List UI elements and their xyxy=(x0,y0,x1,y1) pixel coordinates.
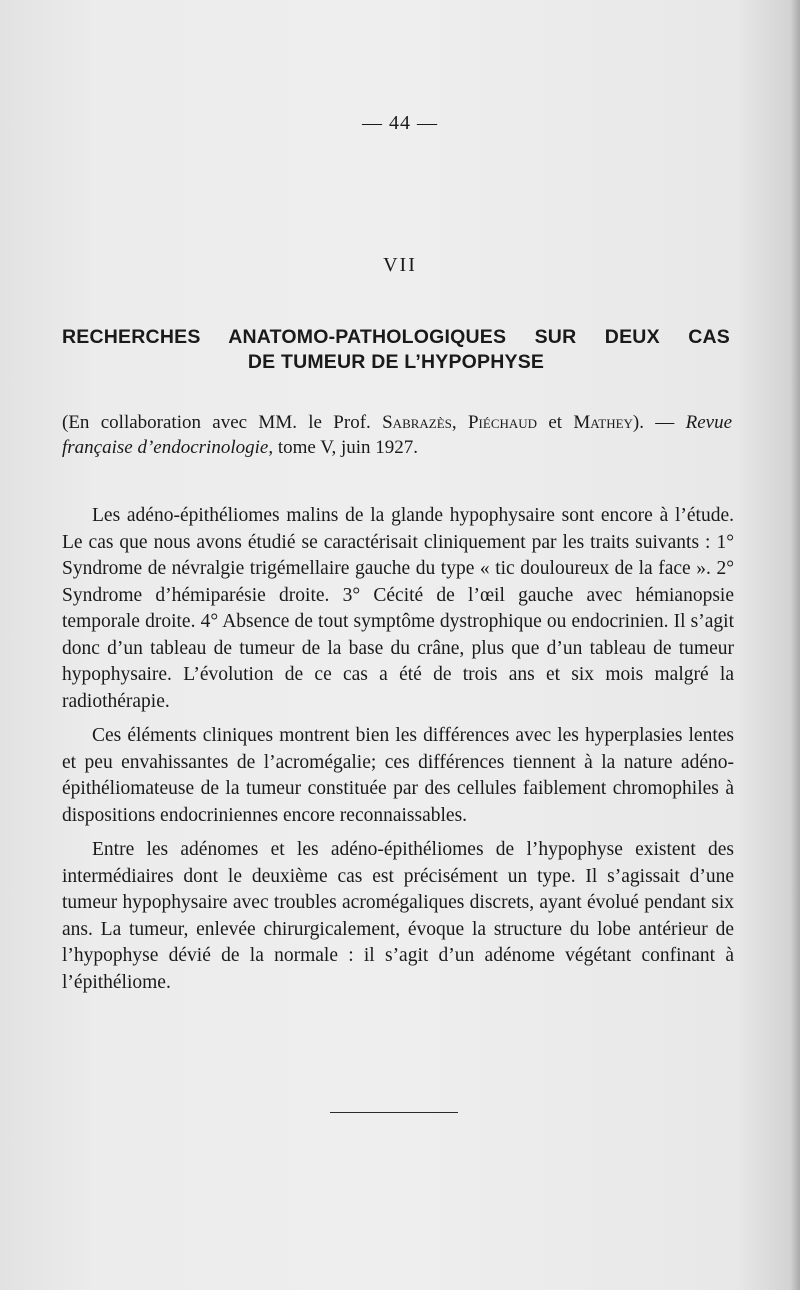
citation-journal-part-2: française d’endocrinologie xyxy=(62,437,269,458)
citation-prefix: (En collaboration avec MM. le Prof. xyxy=(62,412,383,433)
title-line-1: RECHERCHES ANATOMO-PATHOLOGIQUES SUR DEUX CAS xyxy=(62,326,730,348)
citation-author-sabrazes: Sabrazès xyxy=(382,412,452,433)
title-line-2: DE TUMEUR DE L’HYPOPHYSE xyxy=(247,351,545,373)
citation-details: , tome V, juin 1927. xyxy=(268,437,419,458)
citation xyxy=(62,410,732,460)
end-rule xyxy=(330,1112,458,1113)
citation-line-2 xyxy=(62,437,418,458)
citation-author-mathey: Mathey xyxy=(573,412,633,433)
article-body xyxy=(62,503,734,1004)
paragraph-3: Entre les adénomes et les adéno-épithéliomes de l’hypophyse existent des intermédiaires dont le deuxième cas est précisément un type. Il s’agissait d’une tumeur hypophysaire avec troubles acromégaliques discrets, ayant évolué pendant six ans. La tumeur, enlevée chirurgicalement, évoque la structure du lobe antérieur de l’hypophyse dévié de la normale : il s’agit d’un adénome végétant confinant à l’épithéliome. xyxy=(62,839,734,993)
citation-suffix: ). — xyxy=(632,412,686,433)
section-number: VII xyxy=(383,254,417,276)
article-title xyxy=(62,325,730,375)
page-number: — 44 — xyxy=(362,112,438,134)
paragraph-1: Les adéno-épithéliomes malins de la glande hypophysaire sont encore à l’étude. Le cas que nous avons étudié se caractérisait cliniquement par les traits suivants : 1° Syndrome de névralgie trigémellaire gauche du type « tic douloureux de la face ». 2° Syndrome d’hémiparésie droite. 3° Cécité de l’œil gauche avec hémianopsie temporale droite. 4° Absence de tout symptôme dystrophique ou endocrinien. Il s’agit donc d’un tableau de tumeur de la base du crâne, plus que d’un tableau de tumeur hypophysaire. L’évolution de ce cas a été de trois ans et six mois malgré la radiothérapie. xyxy=(62,505,734,712)
citation-journal-part-1: Revue xyxy=(685,412,733,433)
citation-separator-1: , xyxy=(451,412,468,433)
citation-author-piechaud: Piéchaud xyxy=(467,412,538,433)
page-edge-shadow xyxy=(790,0,800,1290)
citation-separator-2: et xyxy=(537,412,574,433)
citation-line-1 xyxy=(62,410,732,435)
paragraph-2: Ces éléments cliniques montrent bien les différences avec les hyperplasies lentes et peu envahissantes de l’acromégalie; ces différences tiennent à la nature adéno-épithéliomateuse de la tumeur constituée par des cellules faiblement chromophiles à dispositions endocriniennes encore reconnaissables. xyxy=(62,725,734,826)
